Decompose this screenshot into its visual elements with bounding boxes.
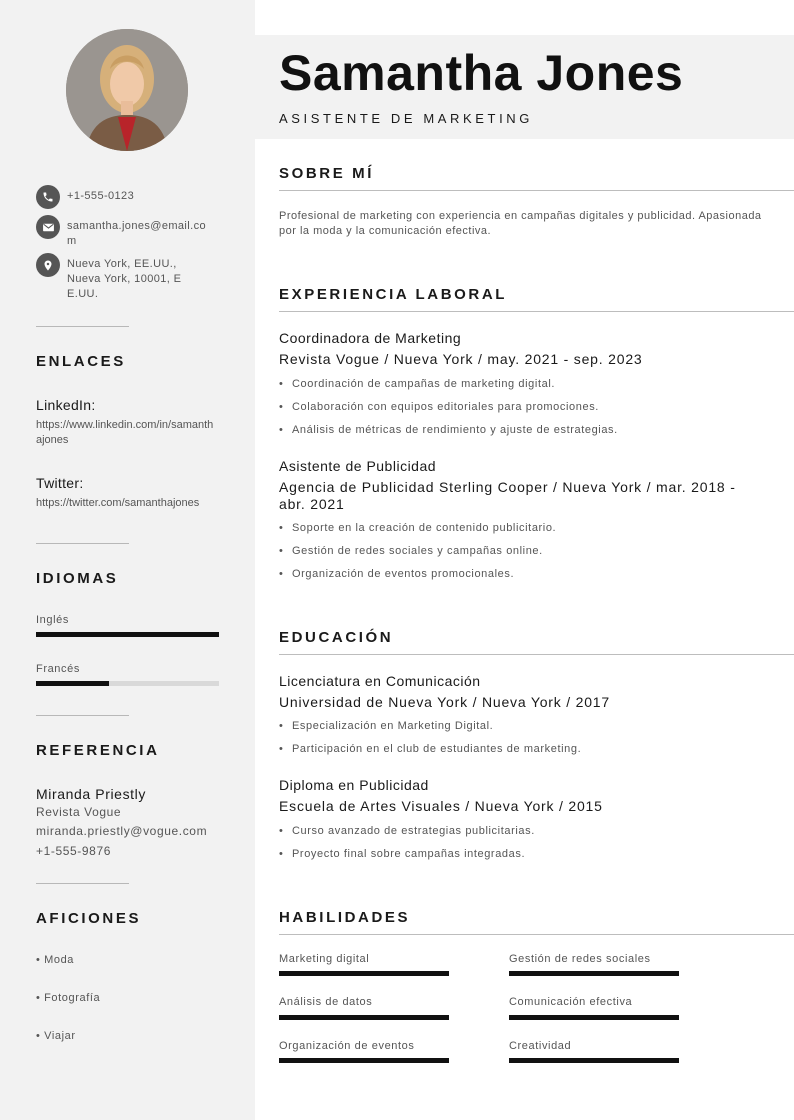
skill-name: Análisis de datos [279, 996, 373, 1008]
experience-heading: EXPERIENCIA LABORAL [279, 286, 508, 303]
twitter-label: Twitter: [36, 475, 84, 491]
phone-text: +1-555-0123 [67, 190, 135, 202]
hobby-item: • Viajar [36, 1030, 76, 1042]
skill-name: Creatividad [509, 1040, 572, 1052]
sidebar-divider [36, 715, 129, 716]
degree-title: Diploma en Publicidad [279, 777, 429, 793]
twitter-link[interactable]: https://twitter.com/samanthajones [36, 497, 200, 509]
skill-level-bar [279, 971, 449, 976]
hobby-item: • Moda [36, 954, 75, 966]
degree-bullet: • Especialización en Marketing Digital. [279, 720, 493, 732]
reference-phone: +1-555-9876 [36, 844, 111, 858]
degree-institution: Escuela de Artes Visuales / Nueva York / 2015 [279, 798, 603, 814]
job-organization: Agencia de Publicidad Sterling Cooper / Nueva York / mar. 2018 - abr. 2021 [279, 479, 736, 512]
degree-institution: Universidad de Nueva York / Nueva York / 2017 [279, 694, 610, 710]
education-heading: EDUCACIÓN [279, 629, 394, 646]
skill-level-bar [509, 1015, 679, 1020]
email-text: samantha.jones@email.com [67, 220, 206, 247]
job-bullet: • Soporte en la creación de contenido publicitario. [279, 522, 556, 534]
hobbies-heading: AFICIONES [36, 910, 142, 927]
job-title: Asistente de Publicidad [279, 458, 437, 474]
skill-name: Marketing digital [279, 953, 370, 965]
section-rule [279, 311, 794, 312]
skill-name: Gestión de redes sociales [509, 953, 651, 965]
section-rule [279, 190, 794, 191]
skill-name: Organización de eventos [279, 1040, 415, 1052]
envelope-icon [36, 215, 60, 239]
profile-role: ASISTENTE DE MARKETING [279, 111, 534, 126]
skills-heading: HABILIDADES [279, 909, 411, 926]
reference-heading: REFERENCIA [36, 742, 160, 759]
degree-bullet: • Proyecto final sobre campañas integradas. [279, 848, 525, 860]
skill-level-bar [509, 1058, 679, 1063]
skill-name: Comunicación efectiva [509, 996, 633, 1008]
language-name: Inglés [36, 614, 69, 626]
contact-address [36, 257, 187, 302]
language-level-fill [36, 681, 109, 686]
sidebar [0, 0, 255, 1120]
sidebar-divider [36, 326, 129, 327]
linkedin-label: LinkedIn: [36, 397, 96, 413]
degree-bullet: • Participación en el club de estudiantes de marketing. [279, 743, 581, 755]
language-level-bar [36, 632, 219, 637]
language-name: Francés [36, 663, 80, 675]
hobby-item: • Fotografía [36, 992, 101, 1004]
skill-level-bar [509, 971, 679, 976]
links-heading: ENLACES [36, 353, 126, 370]
contact-phone [36, 189, 213, 209]
job-bullet: • Análisis de métricas de rendimiento y ajuste de estrategias. [279, 424, 618, 436]
location-pin-icon [36, 253, 60, 277]
profile-name: Samantha Jones [279, 45, 684, 101]
address-text: Nueva York, EE.UU., Nueva York, 10001, EE.UU. [67, 258, 182, 300]
profile-photo [66, 29, 188, 151]
language-level-fill [36, 632, 219, 637]
job-title: Coordinadora de Marketing [279, 330, 462, 346]
degree-bullet: • Curso avanzado de estrategias publicitarias. [279, 825, 535, 837]
skill-level-bar [279, 1058, 449, 1063]
about-heading: SOBRE MÍ [279, 165, 374, 182]
reference-name: Miranda Priestly [36, 786, 146, 802]
job-organization: Revista Vogue / Nueva York / may. 2021 - sep. 2023 [279, 351, 643, 367]
job-bullet: • Gestión de redes sociales y campañas online. [279, 545, 543, 557]
languages-heading: IDIOMAS [36, 570, 119, 587]
reference-email: miranda.priestly@vogue.com [36, 824, 208, 838]
job-bullet: • Coordinación de campañas de marketing digital. [279, 378, 555, 390]
section-rule [279, 934, 794, 935]
sidebar-divider [36, 543, 129, 544]
skill-level-bar [279, 1015, 449, 1020]
linkedin-link[interactable]: https://www.linkedin.com/in/samanthajones [36, 419, 214, 446]
about-text: Profesional de marketing con experiencia en campañas digitales y publicidad. Apasionada por la moda y la comunicación efectiva. [279, 210, 762, 237]
section-rule [279, 654, 794, 655]
sidebar-divider [36, 883, 129, 884]
language-level-bar [36, 681, 219, 686]
job-bullet: • Colaboración con equipos editoriales para promociones. [279, 401, 599, 413]
reference-company: Revista Vogue [36, 805, 122, 819]
phone-icon [36, 185, 60, 209]
degree-title: Licenciatura en Comunicación [279, 673, 481, 689]
job-bullet: • Organización de eventos promocionales. [279, 568, 514, 580]
contact-email [36, 219, 213, 249]
